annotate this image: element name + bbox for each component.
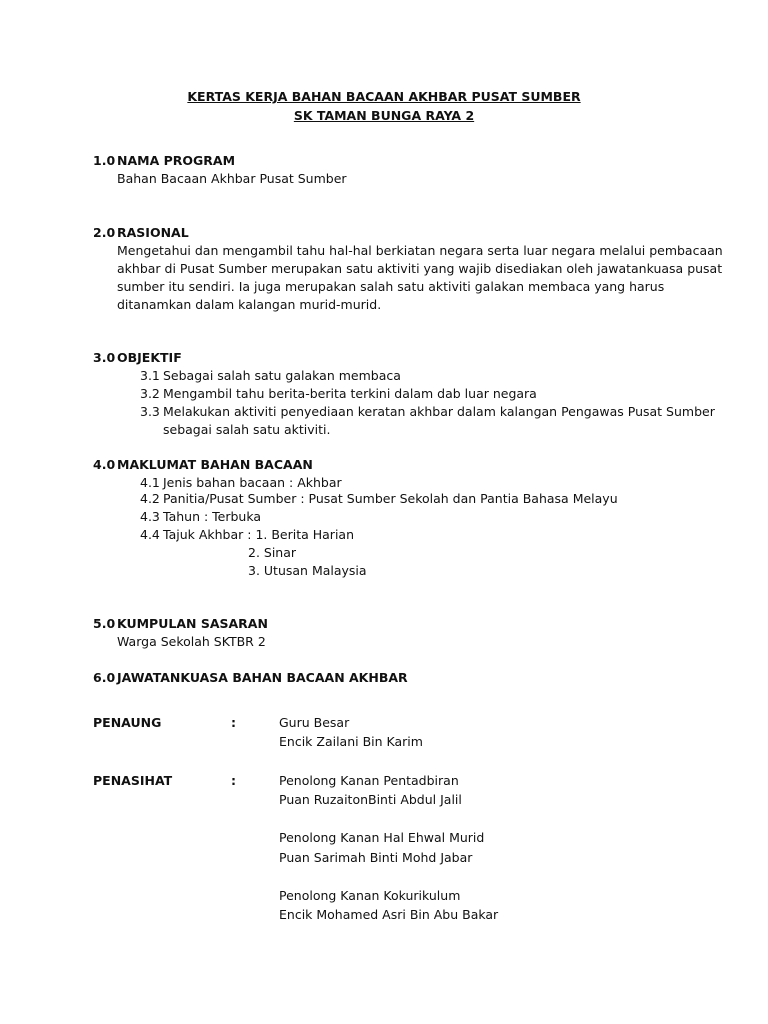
section-1-body: Bahan Bacaan Akhbar Pusat Sumber [117, 171, 347, 186]
newspaper-item: 3. Utusan Malaysia [248, 563, 367, 578]
section-4-number: 4.0 [93, 457, 116, 472]
objective-number: 3.3 [140, 404, 160, 419]
objective-number: 3.2 [140, 386, 160, 401]
section-1-number: 1.0 [93, 153, 116, 168]
role-colon: : [231, 715, 236, 730]
section-2-line: akhbar di Pusat Sumber merupakan satu aktiviti yang wajib disediakan oleh jawatankuasa pusat [117, 261, 723, 276]
role-penaung: PENAUNG [93, 715, 162, 730]
committee-person: Encik Zailani Bin Karim [279, 734, 423, 749]
objective-text: Melakukan aktiviti penyediaan keratan akhbar dalam kalangan Pengawas Pusat Sumber [163, 404, 715, 419]
committee-person: Puan Sarimah Binti Mohd Jabar [279, 850, 473, 865]
objective-number: 3.1 [140, 368, 160, 383]
section-6-number: 6.0 [93, 670, 116, 685]
role-colon: : [231, 773, 236, 788]
committee-person: Encik Mohamed Asri Bin Abu Bakar [279, 907, 499, 922]
committee-position: Penolong Kanan Kokurikulum [279, 888, 461, 903]
section-2-line: sumber itu sendiri. Ia juga merupakan salah satu aktiviti galakan membaca yang harus [117, 279, 665, 294]
committee-position: Penolong Kanan Pentadbiran [279, 773, 459, 788]
section-6-heading: JAWATANKUASA BAHAN BACAAN AKHBAR [117, 670, 408, 685]
info-number: 4.3 [140, 509, 160, 524]
section-2-number: 2.0 [93, 225, 116, 240]
committee-position: Guru Besar [279, 715, 350, 730]
section-1-heading: NAMA PROGRAM [117, 153, 236, 168]
section-5-body: Warga Sekolah SKTBR 2 [117, 634, 266, 649]
info-text: Jenis bahan bacaan : Akhbar [163, 475, 342, 490]
role-penasihat: PENASIHAT [93, 773, 173, 788]
section-2-line: Mengetahui dan mengambil tahu hal-hal berkiatan negara serta luar negara melalui pembacaan [117, 243, 723, 258]
info-number: 4.2 [140, 491, 160, 506]
section-3-number: 3.0 [93, 350, 116, 365]
section-2-line: ditanamkan dalam kalangan murid-murid. [117, 297, 382, 312]
section-5-number: 5.0 [93, 616, 116, 631]
newspaper-item: 2. Sinar [248, 545, 297, 560]
committee-position: Penolong Kanan Hal Ehwal Murid [279, 830, 485, 845]
school-name: SK TAMAN BUNGA RAYA 2 [293, 108, 475, 123]
committee-person: Puan RuzaitonBinti Abdul Jalil [279, 792, 462, 807]
document-title: KERTAS KERJA BAHAN BACAAN AKHBAR PUSAT SUMBER [187, 89, 581, 104]
info-text: Panitia/Pusat Sumber : Pusat Sumber Sekolah dan Pantia Bahasa Melayu [163, 491, 618, 506]
section-2-heading: RASIONAL [117, 225, 189, 240]
objective-text: Sebagai salah satu galakan membaca [163, 368, 401, 383]
section-5-heading: KUMPULAN SASARAN [117, 616, 268, 631]
section-4-heading: MAKLUMAT BAHAN BACAAN [117, 457, 313, 472]
objective-text-continued: sebagai salah satu aktiviti. [163, 422, 331, 437]
objective-text: Mengambil tahu berita-berita terkini dalam dab luar negara [163, 386, 537, 401]
section-3-heading: OBJEKTIF [117, 350, 182, 365]
info-number: 4.1 [140, 475, 160, 490]
info-text: Tajuk Akhbar : 1. Berita Harian [163, 527, 355, 542]
info-number: 4.4 [140, 527, 160, 542]
info-text: Tahun : Terbuka [163, 509, 262, 524]
